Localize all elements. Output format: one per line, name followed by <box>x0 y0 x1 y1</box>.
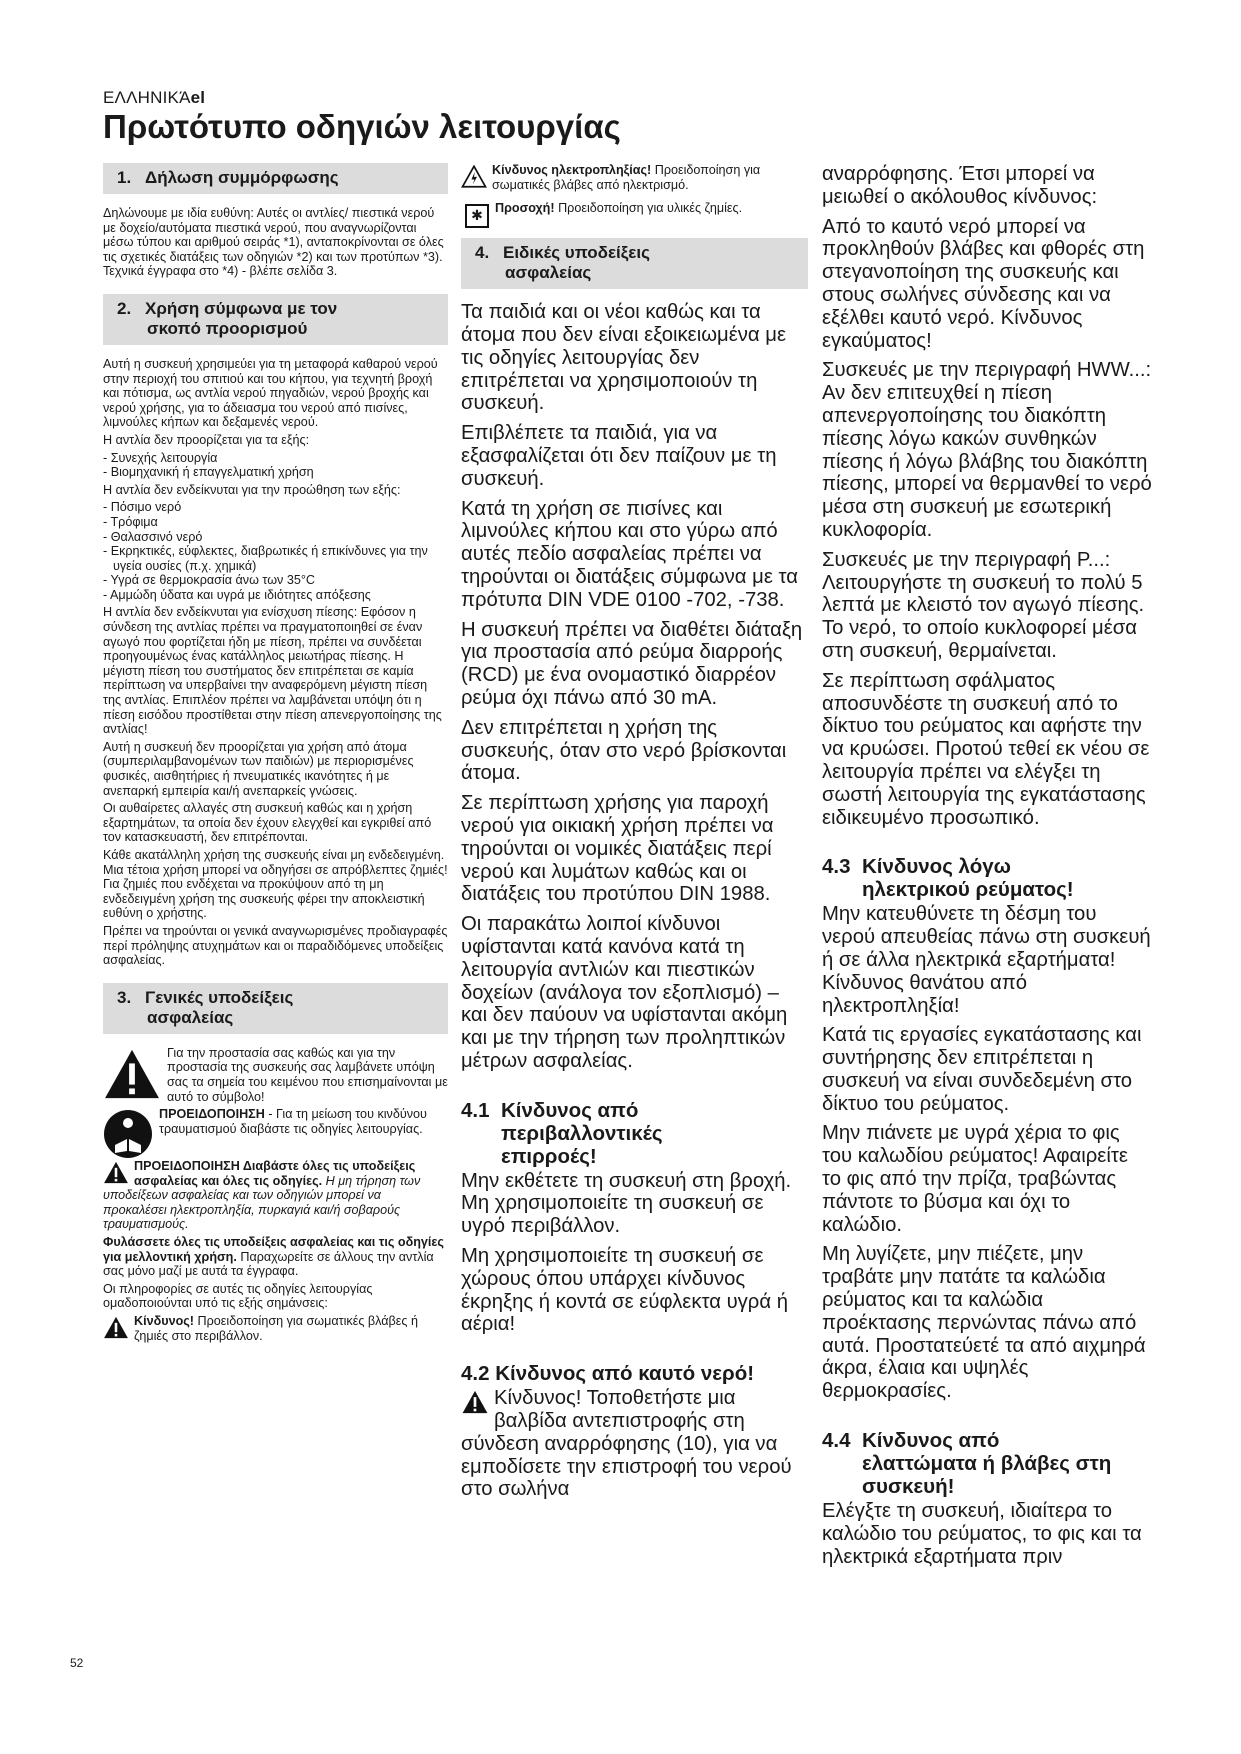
symbol-text: Για την προστασία σας καθώς και για την προστασία της συσκευής σας λαμβάνετε υπόψη σας τα σημεία του κειμένου που επισημαίνονται με αυτό το σύμβολο! <box>167 1045 448 1104</box>
page-number: 52 <box>70 1656 84 1670</box>
attention-text: Προειδοποίηση για υλικές ζημίες. <box>554 201 743 216</box>
paragraph: Οι αυθαίρετες αλλαγές στη συσκευή καθώς και η χρήση εξαρτημάτων, τα οποία δεν έχουν ελεγχθεί και εγκριθεί από τον κατασκευαστή, δεν επιτρέπονται. <box>103 801 432 845</box>
section-title-line2: σκοπό προορισμού <box>147 318 308 338</box>
section-2-heading <box>103 294 448 345</box>
paragraph: Συσκευές με την περιγραφή P...: Λειτουργήστε τη συσκευή το πολύ 5 λεπτά με κλειστό τον αγωγό πίεσης. Το νερό, το οποίο κυκλοφορεί μέσα στη συσκευή, θερμαίνεται. <box>822 548 1145 662</box>
paragraph: Αυτή η συσκευή χρησιμεύει για τη μεταφορά καθαρού νερού στην περιοχή του σπιτιού και του κήπου, για τεχνητή βροχή και πότισμα, ως αντλία νερού πηγαδιών, νερού βροχής και νερού χρήσης, για το άδειασμα του νερού από πισίνες, λιμνούλες κήπων και δεξαμενές νερού. <box>103 356 438 430</box>
electric-label: Κίνδυνος ηλεκτροπληξίας! <box>492 163 652 177</box>
section-title: Δήλωση συμμόρφωσης <box>145 168 339 187</box>
section-3-heading <box>103 983 448 1034</box>
page-title: Πρωτότυπο οδηγιών λειτουργίας <box>103 108 621 145</box>
read-all-instructions-note <box>103 1159 448 1232</box>
heading-line1: Κίνδυνος από <box>862 1429 1000 1453</box>
danger-label: Κίνδυνος! <box>134 1314 195 1329</box>
paragraph: αναρρόφησης. Έτσι μπορεί να μειωθεί ο ακόλουθος κίνδυνος: <box>822 163 1098 208</box>
section-4-heading <box>461 238 808 289</box>
paragraph: Κατά τη χρήση σε πισίνες και λιμνούλες κήπου και στο γύρω από αυτές πεδίο ασφαλείας πρέπει να τηρούνται οι διατάξεις σύμφωνα με τα πρότυπα DIN VDE 0100 -702, -738. <box>461 497 798 611</box>
paragraph: Δεν επιτρέπεται η χρήση της συσκευής, όταν στο νερό βρίσκονται άτομα. <box>461 716 787 785</box>
heading-line2: ελαττώματα ή βλάβες στη <box>862 1452 1112 1476</box>
language-label <box>103 88 205 108</box>
subsection-number: 4.1 <box>461 1098 490 1122</box>
paragraph: Μην κατευθύνετε τη δέσμη του νερού απευθείας πάνω στη συσκευή ή σε άλλα ηλεκτρικά εξαρτήματα! Κίνδυνος θανάτου από ηλεκτροπληξία! <box>822 903 1151 1017</box>
subsection-4-3-heading <box>822 855 1152 901</box>
section-number: 4. <box>475 243 490 263</box>
paragraph: Πρέπει να τηρούνται οι γενικά αναγνωρισμένες προδιαγραφές περί πρόληψης ατυχημάτων και οι παραδιδόμενες υποδείξεις ασφαλείας. <box>103 923 448 968</box>
paragraph: Τα παιδιά και οι νέοι καθώς και τα άτομα που δεν είναι εξοικειωμένα με τις οδηγίες λειτουργίας δεν επιτρέπεται να χρησιμοποιούν τη συσκευή. <box>461 301 786 415</box>
section-title-line1: Χρήση σύμφωνα με τον <box>145 298 338 318</box>
heading-line2: περιβαλλοντικές <box>501 1121 663 1145</box>
not-suitable-list <box>103 500 448 602</box>
heading-line3: συσκευή! <box>862 1475 955 1499</box>
language-code: el <box>190 88 206 107</box>
list-item: - Συνεχής λειτουργία <box>103 450 218 465</box>
subsection-4-4-heading <box>822 1429 1152 1498</box>
danger-text: Προειδοποίηση για σωματικές βλάβες ή ζημιές στο περιβάλλον. <box>134 1314 418 1343</box>
list-item: - Πόσιμο νερό <box>103 500 182 515</box>
warning-label: ΠΡΟΕΙΔΟΠΟΙΗΣΗ Διαβάστε όλες τις υποδείξεις ασφαλείας και όλες τις οδηγίες. <box>134 1159 416 1188</box>
electric-shock-note <box>461 163 808 192</box>
paragraph: Σε περίπτωση χρήσης για παροχή νερού για οικιακή χρήση πρέπει να τηρούνται οι νομικές διατάξεις περί νερού και λυμάτων καθώς και οι διατάξεις του προτύπου DIN 1988. <box>461 792 774 906</box>
paragraph: Οι παρακάτω λοιποί κίνδυνοι υφίστανται κατά κανόνα κατά τη λειτουργία αντλιών και πιεστικών δοχείων (ανάλογα τον εξοπλισμό) – και δεν παύουν να υφίστανται ακόμη και με την τήρηση των προληπτικών μέτρων ασφαλείας. <box>461 913 788 1072</box>
paragraph: Επιβλέπετε τα παιδιά, για να εξασφαλίζεται ότι δεν παίζουν με τη συσκευή. <box>461 422 777 490</box>
read-manual-note <box>103 1107 448 1136</box>
danger-note <box>103 1314 448 1343</box>
section-title-line1: Γενικές υποδείξεις <box>145 987 294 1007</box>
section-1-heading <box>103 163 448 194</box>
column-1 <box>103 163 448 1346</box>
heading-line2: ηλεκτρικού ρεύματος! <box>862 878 1074 902</box>
paragraph: Μην εκθέτετε τη συσκευή στη βροχή. Μη χρησιμοποιείτε τη συσκευή σε υγρό περιβάλλον. <box>461 1169 792 1238</box>
paragraph: Μη λυγίζετε, μην πιέζετε, μην τραβάτε μην πατάτε τα καλώδια ρεύματος και τα καλώδια προέκτασης περνώντας πάνω από αυτά. Προστατεύετέ τα από αιχμηρά άκρα, έλαια και υψηλές θερμοκρασίες. <box>822 1243 1146 1403</box>
language-name: ΕΛΛΗΝΙΚΆ <box>103 88 191 107</box>
section-number: 2. <box>117 298 132 318</box>
column-2 <box>461 163 808 1508</box>
paragraph: Η αντλία δεν ενδείκνυται για ενίσχυση πίεσης: Εφόσον η σύνδεση της αντλίας πρέπει να πραγματοποιηθεί σε έναν αγωγό που φορτίζεται ήδη με πίεση, πρέπει να συνδέεται προηγουμένως ένας κατάλληλος μειωτήρας πίεσης. Η μέγιστη πίεση του συστήματος δεν επιτρέπεται σε καμία περίπτωση να υπερβαίνει την αναφερόμενη μέγιστη πίεση της αντλίας. Επιπλέον πρέπει να λαμβάνεται υπόψη ότι η πίεση εισόδου προστίθεται στην πίεση απενεργοποίησης της αντλίας! <box>103 605 442 737</box>
not-intended-list <box>103 451 448 480</box>
paragraph: Κατά τις εργασίες εγκατάστασης και συντήρησης δεν επιτρέπεται η συσκευή να είναι συνδεδεμένη στο δίκτυο του ρεύματος. <box>822 1024 1142 1115</box>
keep-instructions-note <box>103 1235 448 1279</box>
section-number: 3. <box>117 987 132 1007</box>
warning-icon <box>103 1316 129 1339</box>
column-3 <box>822 163 1152 1575</box>
section-number: 1. <box>117 168 132 187</box>
heading-line1: Κίνδυνος λόγω <box>862 855 1011 879</box>
paragraph: Ελέγξτε τη συσκευή, ιδιαίτερα το καλώδιο του ρεύματος, το φις και τα ηλεκτρικά εξαρτήματα πριν <box>822 1500 1142 1568</box>
section-title-line2: ασφαλείας <box>505 263 592 283</box>
symbol-explanation <box>103 1046 448 1104</box>
subsection-number: 4.4 <box>822 1429 851 1453</box>
heading-line3: επιρροές! <box>501 1144 597 1168</box>
section-title-line1: Ειδικές υποδείξεις <box>503 243 650 263</box>
list-item: - Τρόφιμα <box>103 514 158 529</box>
warning-text: Η μη τήρηση των υποδείξεων ασφαλείας και των οδηγιών μπορεί να προκαλέσει ηλεκτροπληξία, πυρκαγιά και/ή σοβαρούς τραυματισμούς. <box>103 1173 421 1232</box>
list-item: - Εκρηκτικές, εύφλεκτες, διαβρωτικές ή επικίνδυνες για την υγεία ουσίες (π.χ. χημικά) <box>103 544 428 573</box>
section-title-line2: ασφαλείας <box>147 1007 234 1027</box>
attention-label: Προσοχή! <box>495 201 555 216</box>
warning-icon <box>461 1390 489 1414</box>
warning-label: ΠΡΟΕΙΔΟΠΟΙΗΣΗ <box>159 1107 265 1122</box>
paragraph: Η αντλία δεν ενδείκνυται για την προώθηση των εξής: <box>103 482 401 497</box>
danger-text: Κίνδυνος! Τοποθετήστε μια βαλβίδα αντεπιστροφής στη σύνδεση αναρρόφησης (10), για να εμποδίσετε την επιστροφή του νερού στο σωλήνα <box>461 1387 792 1501</box>
subsection-number: 4.3 <box>822 855 851 879</box>
paragraph: Η συσκευή πρέπει να διαθέτει διάταξη για προστασία από ρεύμα διαρροής (RCD) με ένα ονομαστικό διαρρέον ρεύμα όχι πάνω από 30 mA. <box>461 618 803 709</box>
paragraph: Μην πιάνετε με υγρά χέρια το φις του καλωδίου ρεύματος! Αφαιρείτε το φις από την πρίζα, τραβώντας πάντοτε το βύσμα και όχι το καλώδιο. <box>822 1122 1128 1236</box>
paragraph: Από το καυτό νερό μπορεί να προκληθούν βλάβες και φθορές στη στεγανοποίηση της συσκευής και στους σωλήνες σύνδεσης και να εξέλθει καυτό νερό. Κίνδυνος εγκαύματος! <box>822 215 1145 352</box>
conformity-text: Δηλώνουμε με ιδία ευθύνη: Αυτές οι αντλίες/ πιεστικά νερού με δοχείο/αυτόματα πιεστικά νερού, που αναγνωρίζονται μέσω τύπου και αριθμού σειράς *1), ανταποκρίνονται σε όλες τις σχετικές διατάξεις των οδηγιών *2) και των προτύπων *3). Τεχνικά έγγραφα στο *4) - βλέπε σελίδα 3. <box>103 206 444 279</box>
list-item: - Βιομηχανική ή επαγγελματική χρήση <box>103 465 314 480</box>
warning-icon <box>103 1161 129 1184</box>
electric-text: Προειδοποίηση για σωματικές βλάβες από ηλεκτρισμό. <box>492 163 761 192</box>
subsection-4-1-heading <box>461 1099 808 1168</box>
read-manual-icon <box>103 1109 153 1159</box>
keep-text: Παραχωρείτε σε άλλους την αντλία σας μόνο μαζί με αυτά τα έγγραφα. <box>103 1249 434 1279</box>
warning-text: - Για τη μείωση του κινδύνου τραυματισμού διαβάστε τις οδηγίες λειτουργίας. <box>159 1107 427 1136</box>
paragraph: Μη χρησιμοποιείτε τη συσκευή σε χώρους όπου υπάρχει κίνδυνος έκρηξης ή κοντά σε εύφλεκτα υγρά ή αέρια! <box>461 1245 788 1336</box>
subsection-4-2-heading: 4.2 Κίνδυνος από καυτό νερό! <box>461 1362 755 1386</box>
heading-line1: Κίνδυνος από <box>501 1098 639 1122</box>
electric-hazard-icon <box>461 165 487 188</box>
paragraph: Συσκευές με την περιγραφή HWW...: Αν δεν επιτευχθεί η πίεση απενεργοποίησης του διακόπτη πίεσης λόγω κακών συνθηκών πίεσης ή λόγω βλάβης του διακόπτη πίεσης, μπορεί να θερμανθεί το νερό μέσα στη συσκευή με εσωτερική κυκλοφορία. <box>822 359 1152 541</box>
paragraph: Οι πληροφορίες σε αυτές τις οδηγίες λειτουργίας ομαδοποιούνται υπό τις εξής σημάνσεις: <box>103 1281 373 1311</box>
list-item: - Υγρά σε θερμοκρασία άνω των 35°C <box>103 573 315 588</box>
list-item: - Θαλασσινό νερό <box>103 529 203 544</box>
list-item: - Αμμώδη ύδατα και υγρά με ιδιότητες απόξεσης <box>103 587 371 602</box>
paragraph: Αυτή η συσκευή δεν προορίζεται για χρήση από άτομα (συμπεριλαμβανομένων των παιδιών) με περιορισμένες φυσικές, αισθητήριες ή πνευματικές ικανότητες ή με ανεπαρκή εμπειρία και/ή ανεπαρκείς γνώσεις. <box>103 739 414 798</box>
hot-water-danger <box>461 1387 808 1501</box>
paragraph: Η αντλία δεν προορίζεται για τα εξής: <box>103 432 310 447</box>
attention-note <box>461 201 808 224</box>
attention-icon: ✱ <box>465 204 489 228</box>
paragraph: Σε περίπτωση σφάλματος αποσυνδέστε τη συσκευή από το δίκτυο του ρεύματος και αφήστε την να κρυώσει. Προτού τεθεί εκ νέου σε λειτουργία πρέπει να ελέγξει τη σωστή λειτουργία της εγκατάστασης ειδικευμένο προσωπικό. <box>822 669 1150 829</box>
warning-icon <box>103 1048 161 1100</box>
paragraph: Κάθε ακατάλληλη χρήση της συσκευής είναι μη ενδεδειγμένη. Μια τέτοια χρήση μπορεί να οδηγήσει σε απρόβλεπτες ζημιές! Για ζημιές που ενδέχεται να προκύψουν από τη μη ενδεδειγμένη χρήση της συσκευής φέρει την αποκλειστική ευθύνη ο χρήστης. <box>103 847 448 921</box>
keep-label: Φυλάσσετε όλες τις υποδείξεις ασφαλείας και τις οδηγίες για μελλοντική χρήση. <box>103 1235 444 1264</box>
